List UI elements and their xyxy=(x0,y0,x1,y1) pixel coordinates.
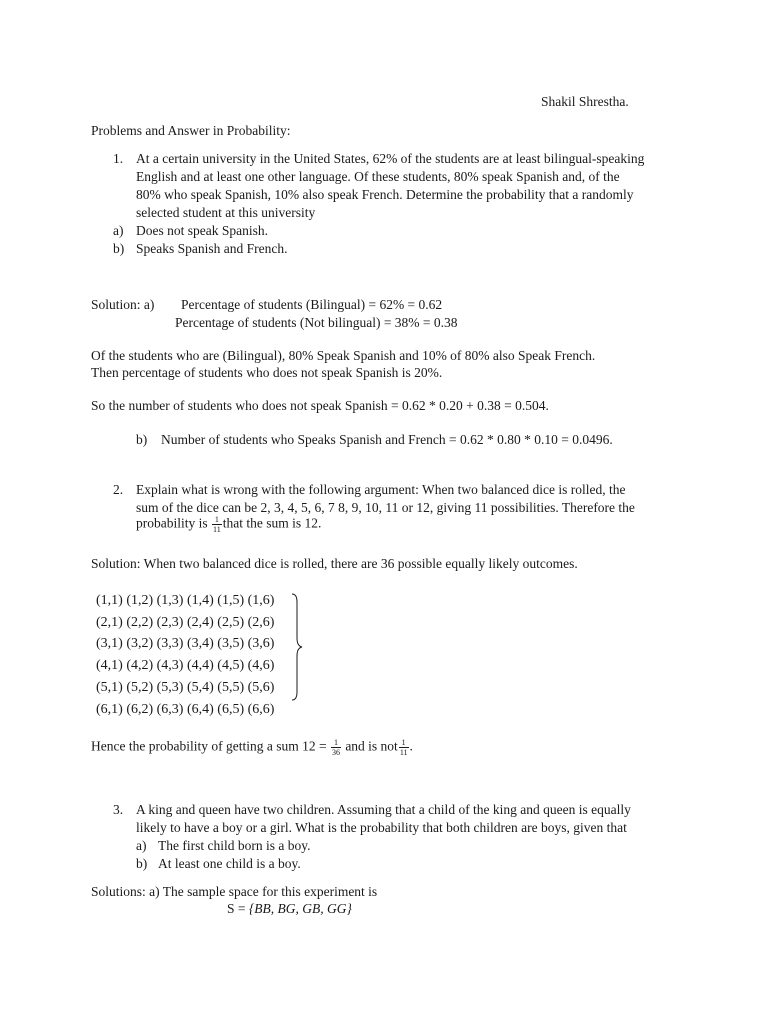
sol3-lead: Solutions: a) The sample space for this experiment is xyxy=(91,884,378,899)
fraction: $\frac{1}{11}$ xyxy=(213,515,221,534)
q1-line: selected student at this university xyxy=(136,205,316,220)
q3-a-label: a) xyxy=(136,838,147,853)
fraction: $\frac{1}{11}$ xyxy=(399,738,408,757)
outcomes-matrix xyxy=(96,590,274,720)
sol1-paragraph: Then percentage of students who does not speak Spanish is 20%. xyxy=(91,365,443,380)
q1-b-label: b) xyxy=(113,241,125,256)
q2-line: Explain what is wrong with the following argument: When two balanced dice is rolled, the xyxy=(136,482,626,497)
sol1-line: Percentage of students (Not bilingual) = 38% = 0.38 xyxy=(175,315,458,330)
sol1-lead: Solution: a) xyxy=(91,297,155,312)
q3-line: A king and queen have two children. Assuming that a child of the king and queen is equally xyxy=(136,802,631,817)
sol1-line: Percentage of students (Bilingual) = 62% = 0.62 xyxy=(181,297,443,312)
sol1-paragraph: Of the students who are (Bilingual), 80% Speak Spanish and 10% of 80% also Speak French. xyxy=(91,348,596,363)
q1-number: 1. xyxy=(113,151,124,166)
q1-line: English and at least one other language. Of these students, 80% speak Spanish and, of the xyxy=(136,169,620,184)
q1-line: 80% who speak Spanish, 10% also speak French. Determine the probability that a randomly xyxy=(136,187,634,202)
q3-b-label: b) xyxy=(136,856,148,871)
q1-a-label: a) xyxy=(113,223,124,238)
q2-number: 2. xyxy=(113,482,124,497)
outcomes-row: (6,1) (6,2) (6,3) (6,4) (6,5) (6,6) xyxy=(96,701,275,717)
outcomes-row: (3,1) (3,2) (3,3) (3,4) (3,5) (3,6) xyxy=(96,636,275,652)
sol1-paragraph: So the number of students who does not speak Spanish = 0.62 * 0.20 + 0.38 = 0.504. xyxy=(91,398,549,413)
outcomes-row: (1,1) (1,2) (1,3) (1,4) (1,5) (1,6) xyxy=(96,593,275,608)
outcomes-row: (2,1) (2,2) (2,3) (2,4) (2,5) (2,6) xyxy=(96,614,275,630)
q3-a-text: The first child born is a boy. xyxy=(158,838,311,853)
outcomes-row: (4,1) (4,2) (4,3) (4,4) (4,5) (4,6) xyxy=(96,658,275,674)
q2-line: sum of the dice can be 2, 3, 4, 5, 6, 7 8, 9, 10, 11 or 12, giving 11 possibilities. Therefore the xyxy=(136,500,635,515)
q1-b-text: Speaks Spanish and French. xyxy=(136,241,288,256)
sol1-b-label: b) xyxy=(136,432,148,447)
q1-a-text: Does not speak Spanish. xyxy=(136,223,268,238)
q2-line: probability is $\frac{1}{11}$ that the sum is 12. xyxy=(136,515,322,534)
fraction: $\frac{1}{36}$ xyxy=(331,738,340,757)
sol2-intro: Solution: When two balanced dice is rolled, there are 36 possible equally likely outcomes. xyxy=(91,556,578,571)
q1-line: At a certain university in the United States, 62% of the students are at least bilingual-speaking xyxy=(136,151,645,166)
page-heading: Problems and Answer in Probability: xyxy=(91,123,291,138)
curly-brace-icon xyxy=(290,592,304,702)
q3-line: likely to have a boy or a girl. What is the probability that both children are boys, given that xyxy=(136,820,627,835)
sample-space: S = {BB, BG, GB, GG} xyxy=(227,901,352,916)
q3-number: 3. xyxy=(113,802,124,817)
sol2-conclusion: Hence the probability of getting a sum 12 = $\frac{1}{36}$ and is not $\frac{1}{11}$ . xyxy=(91,738,413,757)
sol1-b-text: Number of students who Speaks Spanish and French = 0.62 * 0.80 * 0.10 = 0.0496. xyxy=(161,432,613,447)
outcomes-row: (5,1) (5,2) (5,3) (5,4) (5,5) (5,6) xyxy=(96,679,275,695)
q3-b-text: At least one child is a boy. xyxy=(158,856,301,871)
author-name: Shakil Shrestha. xyxy=(541,94,629,109)
